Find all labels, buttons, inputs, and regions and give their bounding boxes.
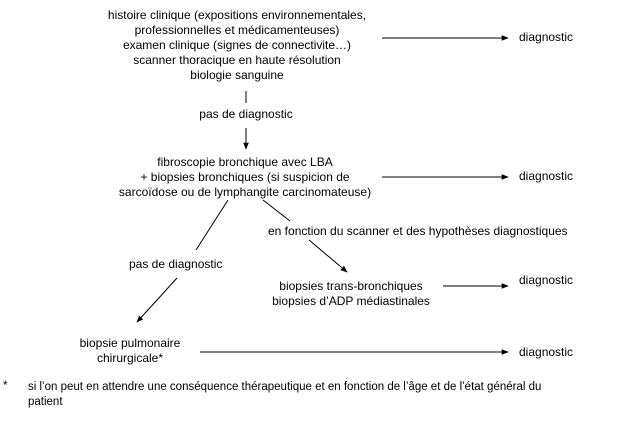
node-line: biopsies trans-bronchiques: [279, 279, 423, 293]
node-line: histoire clinique (expositions environnementales,: [107, 8, 367, 22]
initial-workup-node: [86, 8, 388, 83]
branch-condition-label: en fonction du scanner et des hypothèses diagnostiques: [268, 224, 568, 238]
node-line: biologie sanguine: [190, 68, 284, 82]
line-fibroscopy-to-branch-label: [263, 200, 290, 221]
node-line: biopsies d’ADP médiastinales: [272, 294, 430, 308]
footnote-line-1: si l’on peut en attendre une conséquence thérapeutique et en fonction de l’âge et de l’état général du: [28, 381, 542, 393]
footnote-line-2: patient: [28, 396, 63, 408]
diagnostic-label-2: diagnostic: [519, 169, 574, 183]
node-line: sarcoïdose ou de lymphangite carcinomateuse): [118, 185, 372, 199]
line-fibroscopy-to-no-diagnostic: [196, 200, 228, 250]
biopsies-node: [256, 279, 446, 309]
footnote-text: [28, 380, 608, 410]
footnote-marker: *: [3, 380, 8, 392]
arrow-no-diagnostic-to-surgical: [137, 278, 177, 322]
no-diagnostic-label-1: pas de diagnostic: [199, 107, 293, 121]
node-line: scanner thoracique en haute résolution: [133, 53, 341, 67]
node-line: + biopsies bronchiques (si suspicion de: [140, 170, 350, 184]
no-diagnostic-label-2: pas de diagnostic: [129, 257, 223, 271]
node-line: fibroscopie bronchique avec LBA: [157, 155, 333, 169]
node-line: chirurgicale*: [96, 351, 164, 365]
arrow-branch-to-biopsies: [309, 240, 347, 272]
diagnostic-label-1: diagnostic: [519, 30, 574, 44]
node-line: examen clinique (signes de connectivite…): [122, 38, 352, 52]
diagnostic-label-4: diagnostic: [519, 345, 574, 359]
surgical-biopsy-node: [60, 336, 200, 366]
node-line: professionnelles et médicamenteuses): [134, 23, 340, 37]
node-line: biopsie pulmonaire: [79, 336, 181, 350]
diagnostic-label-3: diagnostic: [519, 273, 574, 287]
fibroscopy-node: [100, 155, 390, 200]
